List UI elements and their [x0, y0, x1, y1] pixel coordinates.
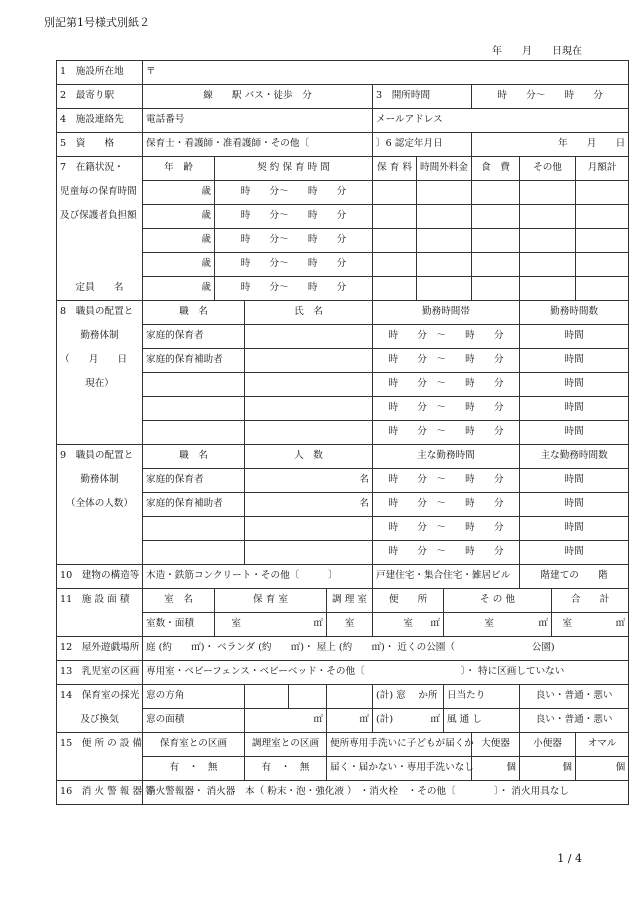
staff-row: [57, 325, 629, 349]
area-cell[interactable]: ㎡: [327, 709, 373, 733]
total-sqm[interactable]: ㎡: [417, 709, 444, 733]
toilet-count-3[interactable]: 個: [576, 757, 629, 781]
row-address: [57, 61, 629, 85]
col-role: 職 名: [143, 445, 245, 469]
toilet-count-2[interactable]: 個: [520, 757, 576, 781]
station-label: 2 最寄り駅: [57, 85, 143, 109]
toilet-v1[interactable]: 有 ・ 無: [143, 757, 245, 781]
staff2-label-blank: [57, 517, 143, 541]
staff2-label-blank: [57, 541, 143, 565]
role-cell[interactable]: [143, 517, 245, 541]
col-meal: 食 費: [472, 157, 520, 181]
name-cell[interactable]: [245, 373, 373, 397]
area-cell[interactable]: ㎡: [245, 709, 327, 733]
contract-time[interactable]: 時 分〜 時 分: [215, 181, 373, 205]
row-station: [57, 85, 629, 109]
toilet-header-row: [57, 733, 629, 757]
sun-label: 日当たり: [444, 685, 520, 709]
staff-label-3[interactable]: （ 月 日: [57, 349, 143, 373]
staff2-label-2: 勤務体制: [57, 469, 143, 493]
hours-unit[interactable]: 時間: [520, 397, 629, 421]
col-nursery: 保 育 室: [215, 589, 327, 613]
outdoor-field[interactable]: 庭 (約 ㎡)・ ベランダ (約 ㎡)・ 屋上 (約 ㎡)・ 近くの公園（ 公園): [143, 637, 629, 661]
overtime-cell[interactable]: [417, 205, 472, 229]
staff2-row: [57, 469, 629, 493]
col-total: 合 計: [552, 589, 629, 613]
time-range[interactable]: 時 分 〜 時 分: [373, 541, 520, 565]
fees-label-2: 児童毎の保育時間: [57, 181, 143, 205]
fees-label-blank: [57, 229, 143, 253]
toilet-count-1[interactable]: 個: [472, 757, 520, 781]
area-label: 11 施 設 面 積: [57, 589, 143, 613]
fees-row: [57, 277, 629, 301]
fees-label-blank: [57, 253, 143, 277]
form-header: 別記第1号様式別紙２: [44, 16, 150, 29]
time-range[interactable]: 時 分 〜 時 分: [373, 469, 520, 493]
staff-row: [57, 421, 629, 445]
row-qualification: [57, 133, 629, 157]
other-cell[interactable]: [520, 229, 576, 253]
dir-cell[interactable]: [327, 685, 373, 709]
fees-row: [57, 253, 629, 277]
time-range[interactable]: 時 分 〜 時 分: [373, 517, 520, 541]
sun-grade[interactable]: 良い・普通・悪い: [520, 685, 629, 709]
area-values-row: [57, 613, 629, 637]
col-overtime: 時間外料金: [417, 157, 472, 181]
meal-cell[interactable]: [472, 253, 520, 277]
outdoor-label: 12 屋外遊戯場所: [57, 637, 143, 661]
row-infant: [57, 661, 629, 685]
col-hour-count: 主な勤務時間数: [520, 445, 629, 469]
light-row-2: [57, 709, 629, 733]
role-cell: 家庭的保育者: [143, 469, 245, 493]
infant-label: 13 乳児室の区画: [57, 661, 143, 685]
contract-time[interactable]: 時 分〜 時 分: [215, 277, 373, 301]
col-toilet: 便 所: [373, 589, 444, 613]
staff2-row: [57, 517, 629, 541]
name-cell[interactable]: [245, 397, 373, 421]
cert-label: 〕6 認定年月日: [373, 133, 472, 157]
total-cell[interactable]: [576, 229, 629, 253]
toilet-v3[interactable]: 届く・届かない・専用手洗いなし: [327, 757, 472, 781]
email-field[interactable]: メールアドレス: [373, 109, 629, 133]
role-cell: 家庭的保育補助者: [143, 493, 245, 517]
time-range[interactable]: 時 分 〜 時 分: [373, 397, 520, 421]
wind-label: 風 通 し: [444, 709, 520, 733]
row-building: [57, 565, 629, 589]
other-cell[interactable]: [520, 277, 576, 301]
toilet-label-blank: [57, 757, 143, 781]
name-cell[interactable]: [245, 325, 373, 349]
contract-time[interactable]: 時 分〜 時 分: [215, 229, 373, 253]
total-rooms[interactable]: 室: [552, 613, 576, 637]
col-other: そ の 他: [444, 589, 552, 613]
time-range[interactable]: 時 分 〜 時 分: [373, 421, 520, 445]
col-contract: 契 約 保 育 時 間: [215, 157, 373, 181]
nursery-sqm[interactable]: ㎡: [245, 613, 327, 637]
wind-grade[interactable]: 良い・普通・悪い: [520, 709, 629, 733]
hours-field[interactable]: 時 分〜 時 分: [472, 85, 629, 109]
age-unit: 歳: [143, 277, 215, 301]
phone-field[interactable]: 電話番号: [143, 109, 373, 133]
fee-cell[interactable]: [373, 277, 417, 301]
col-age: 年 齢: [143, 157, 215, 181]
person-count[interactable]: 名: [245, 493, 373, 517]
station-field[interactable]: 線 駅 バス・徒歩 分: [143, 85, 373, 109]
meal-cell[interactable]: [472, 205, 520, 229]
col-prep: 調 理 室: [327, 589, 373, 613]
col-fee: 保 育 料: [373, 157, 417, 181]
toilet-values-row: [57, 757, 629, 781]
total-sqm[interactable]: ㎡: [576, 613, 629, 637]
meal-cell[interactable]: [472, 277, 520, 301]
hours-unit[interactable]: 時間: [520, 469, 629, 493]
row-contact: [57, 109, 629, 133]
qual-field[interactable]: 保育士・看護師・准看護師・その他〔: [143, 133, 373, 157]
staff-label-1: 8 職員の配置と: [57, 301, 143, 325]
facility-form-table: [56, 60, 629, 805]
toilet-h5: 小便器: [520, 733, 576, 757]
person-count[interactable]: 名: [245, 469, 373, 493]
window-area: 窓の面積: [143, 709, 245, 733]
fees-row: [57, 181, 629, 205]
toilet-label: 15 便 所 の 設 備: [57, 733, 143, 757]
area-rowlabel: 室数・面積: [143, 613, 215, 637]
building-label: 10 建物の構造等: [57, 565, 143, 589]
dir-cell[interactable]: [289, 685, 327, 709]
staff-row: [57, 397, 629, 421]
other-sqm[interactable]: ㎡: [498, 613, 552, 637]
age-unit: 歳: [143, 205, 215, 229]
total-cell[interactable]: [576, 253, 629, 277]
address-field[interactable]: 〒: [143, 61, 629, 85]
address-label: 1 施設所在地: [57, 61, 143, 85]
role-cell[interactable]: [143, 373, 245, 397]
name-cell[interactable]: [245, 349, 373, 373]
staff2-header-row: [57, 445, 629, 469]
overtime-cell[interactable]: [417, 229, 472, 253]
cert-date-field[interactable]: 年 月 日: [472, 133, 629, 157]
area-header-row: [57, 589, 629, 613]
capacity-field[interactable]: 定員 名: [57, 277, 143, 301]
nursery-rooms[interactable]: 室: [215, 613, 245, 637]
col-role: 職 名: [143, 301, 245, 325]
staff2-label-1: 9 職員の配置と: [57, 445, 143, 469]
fees-label-3: 及び保護者負担額: [57, 205, 143, 229]
prep-rooms[interactable]: 室: [327, 613, 373, 637]
staff2-label-3: （全体の人数）: [57, 493, 143, 517]
page-number: 1 / 4: [557, 852, 582, 865]
fees-label-1: 7 在籍状況・: [57, 157, 143, 181]
col-hours: 勤務時間帯: [373, 301, 520, 325]
total-label: (計): [373, 709, 417, 733]
col-other: その他: [520, 157, 576, 181]
hours-label: 3 開所時間: [373, 85, 472, 109]
staff-label-4: 現在）: [57, 373, 143, 397]
date-as-of: 年 月 日現在: [492, 46, 582, 57]
staff-label-2: 勤務体制: [57, 325, 143, 349]
hours-unit[interactable]: 時間: [520, 373, 629, 397]
other-cell[interactable]: [520, 253, 576, 277]
infant-field[interactable]: 専用室・ベビーフェンス・ベビーベッド・その他〔 〕・ 特に区画していない: [143, 661, 629, 685]
hours-unit[interactable]: 時間: [520, 349, 629, 373]
col-name: 氏 名: [245, 301, 373, 325]
staff-row: [57, 373, 629, 397]
contract-time[interactable]: 時 分〜 時 分: [215, 253, 373, 277]
hours-unit[interactable]: 時間: [520, 493, 629, 517]
floors-field[interactable]: 階建ての 階: [520, 565, 629, 589]
person-count[interactable]: [245, 517, 373, 541]
col-hours: 主な勤務時間: [373, 445, 520, 469]
toilet-h6: オマル: [576, 733, 629, 757]
meal-cell[interactable]: [472, 181, 520, 205]
fee-cell[interactable]: [373, 229, 417, 253]
toilet-sqm[interactable]: ㎡: [417, 613, 444, 637]
overtime-cell[interactable]: [417, 253, 472, 277]
fire-field[interactable]: 消火警報器・ 消火器 本（ 粉末・泡・強化液 ） ・消火栓 ・その他〔 〕・ 消火用具なし: [143, 781, 629, 805]
time-range[interactable]: 時 分 〜 時 分: [373, 349, 520, 373]
col-room: 室 名: [143, 589, 215, 613]
time-range[interactable]: 時 分 〜 時 分: [373, 325, 520, 349]
other-rooms[interactable]: 室: [444, 613, 498, 637]
staff-header-row: [57, 301, 629, 325]
other-cell[interactable]: [520, 181, 576, 205]
contract-time[interactable]: 時 分〜 時 分: [215, 205, 373, 229]
fees-header-row: [57, 157, 629, 181]
overtime-cell[interactable]: [417, 181, 472, 205]
hours-unit[interactable]: 時間: [520, 541, 629, 565]
time-range[interactable]: 時 分 〜 時 分: [373, 373, 520, 397]
overtime-cell[interactable]: [417, 277, 472, 301]
fees-row: [57, 205, 629, 229]
hours-unit[interactable]: 時間: [520, 517, 629, 541]
staff2-row: [57, 541, 629, 565]
row-fire: [57, 781, 629, 805]
col-count: 人 数: [245, 445, 373, 469]
role-cell[interactable]: [143, 421, 245, 445]
name-cell[interactable]: [245, 421, 373, 445]
time-range[interactable]: 時 分 〜 時 分: [373, 493, 520, 517]
fee-cell[interactable]: [373, 181, 417, 205]
staff-row: [57, 349, 629, 373]
fire-label: 16 消 火 警 報 器 等: [57, 781, 143, 805]
total-cell[interactable]: [576, 181, 629, 205]
role-cell: 家庭的保育補助者: [143, 349, 245, 373]
total-cell[interactable]: [576, 205, 629, 229]
window-dir: 窓の方角: [143, 685, 245, 709]
staff-label-blank: [57, 397, 143, 421]
area-label-blank: [57, 613, 143, 637]
light-label-1: 14 保育室の採光: [57, 685, 143, 709]
toilet-h3: 便所専用手洗いに子どもが届くか: [327, 733, 472, 757]
toilet-rooms[interactable]: 室: [373, 613, 417, 637]
contact-label: 4 施設連絡先: [57, 109, 143, 133]
person-count[interactable]: [245, 541, 373, 565]
age-unit: 歳: [143, 253, 215, 277]
age-unit: 歳: [143, 181, 215, 205]
staff2-row: [57, 493, 629, 517]
role-cell[interactable]: [143, 397, 245, 421]
hours-unit[interactable]: 時間: [520, 325, 629, 349]
light-label-2: 及び換気: [57, 709, 143, 733]
other-cell[interactable]: [520, 205, 576, 229]
role-cell: 家庭的保育者: [143, 325, 245, 349]
staff-label-blank: [57, 421, 143, 445]
toilet-v2[interactable]: 有 ・ 無: [245, 757, 327, 781]
role-cell[interactable]: [143, 541, 245, 565]
type-field[interactable]: 戸建住宅・集合住宅・雑居ビル: [373, 565, 520, 589]
row-outdoor: [57, 637, 629, 661]
toilet-h4: 大便器: [472, 733, 520, 757]
col-count: 勤務時間数: [520, 301, 629, 325]
fee-cell[interactable]: [373, 253, 417, 277]
dir-cell[interactable]: [245, 685, 289, 709]
total-cell[interactable]: [576, 277, 629, 301]
fee-cell[interactable]: [373, 205, 417, 229]
toilet-h2: 調理室との区画: [245, 733, 327, 757]
fees-row: [57, 229, 629, 253]
structure-field[interactable]: 木造・鉄筋コンクリート・その他〔 〕: [143, 565, 373, 589]
hours-unit[interactable]: 時間: [520, 421, 629, 445]
col-total: 月額計: [576, 157, 629, 181]
toilet-h1: 保育室との区画: [143, 733, 245, 757]
light-row-1: [57, 685, 629, 709]
age-unit: 歳: [143, 229, 215, 253]
meal-cell[interactable]: [472, 229, 520, 253]
qual-label: 5 資 格: [57, 133, 143, 157]
window-count[interactable]: (計) 窓 か所: [373, 685, 444, 709]
